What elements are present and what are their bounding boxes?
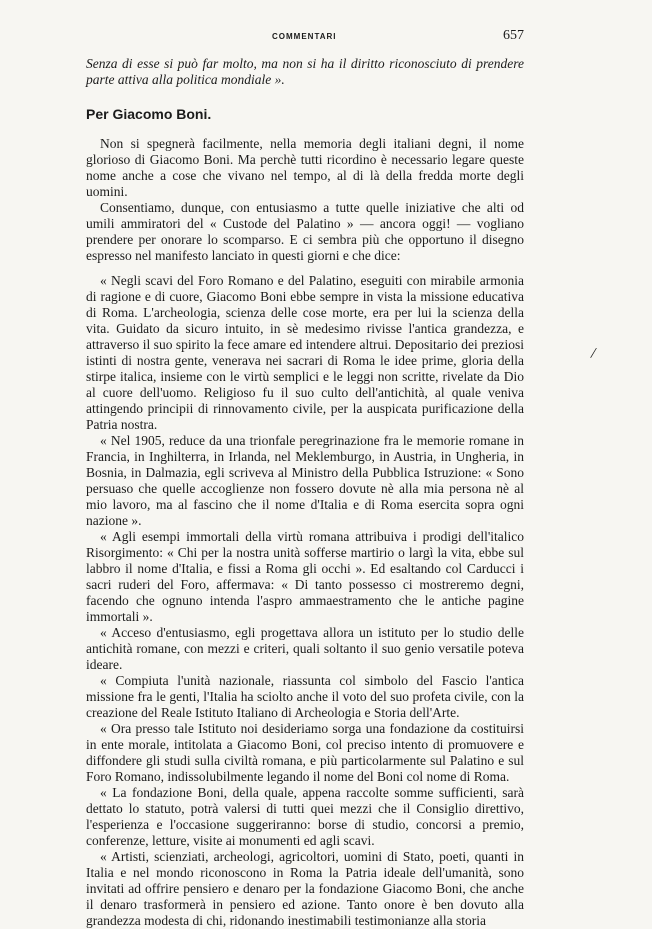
running-head bbox=[0, 30, 652, 46]
paragraph: « Artisti, scienziati, archeologi, agricoltori, uomini di Stato, poeti, quanti in Italia e nel mondo riconoscono in Roma la Patria ideale dell'umanità, sono invitati ad offrire pensiero e denaro per la fondazione Giacomo Boni, che anche il denaro trasformerà in pensiero ed azione. Tanto onore è ben dovuto alla grandezza modesta di chi, ridonando inestimabili testimonianze alla storia bbox=[86, 849, 524, 928]
paragraph: « Acceso d'entusiasmo, egli progettava allora un istituto per lo studio delle antichità romane, con mezzi e criteri, quali soltanto il suo genio versatile poteva ideare. bbox=[86, 625, 524, 672]
running-title: COMMENTARI bbox=[272, 32, 337, 41]
paragraph: « Agli esempi immortali della virtù romana attribuiva i prodigi dell'italico Risorgimento: « Chi per la nostra unità sofferse martirio o largì la vita, ebbe sul labbro il nome d'Italia, e fissi a Roma gli occhi ». Ed esaltando col Carducci i sacri ruderi del Foro, affermava: « Di tanto possesso ci mostreremo degni, facendo che ognuno intenda l'aspro ammaestramento che le antiche pagine immortali ». bbox=[86, 529, 524, 624]
paragraph: « Negli scavi del Foro Romano e del Palatino, eseguiti con mirabile armonia di ragione e di cuore, Giacomo Boni ebbe sempre in vista la missione educativa di Roma. L'archeologia, scienza delle cose morte, era per lui la scienza della vita. Guidato da sicuro intuito, in sè medesimo rivisse l'antica grandezza, e attraverso il suo spirito la fece amare ed intendere altrui. Depositario dei preziosi istinti di nostra gente, venerava nei sacrari di Roma le idee prime, gloria della stirpe italica, insieme con le virtù semplici e le leggi non scritte, rivelate da Dio al cuore dell'uomo. Religioso fu il suo culto dell'antichità, al quale veniva attingendo principii di rinnovamento civile, per la auspicata purificazione della Patria nostra. bbox=[86, 273, 524, 432]
paragraph: « Compiuta l'unità nazionale, riassunta col simbolo del Fascio l'antica missione fra le genti, l'Italia ha sciolto anche il voto del suo profeta civile, con la creazione del Reale Istituto Italiano di Archeologia e Storia dell'Arte. bbox=[86, 673, 524, 720]
paragraph: « Ora presso tale Istituto noi desideriamo sorga una fondazione da costituirsi in ente morale, intitolata a Giacomo Boni, col preciso intento di promuovere e diffondere gli studi sulla civiltà romana, e più particolarmente sul Palatino e sul Foro Romano, indissolubilmente legando il nome del Boni col nome di Roma. bbox=[86, 721, 524, 784]
paragraph: Consentiamo, dunque, con entusiasmo a tutte quelle iniziative che alti od umili ammiratori del « Custode del Palatino » — ancora oggi! — vogliano prendere per onorare lo scomparso. E ci sembra più che opportuno il disegno espresso nel manifesto lanciato in questi giorni e che dice: bbox=[86, 200, 524, 263]
intro-quote: Senza di esse si può far molto, ma non si ha il diritto riconosciuto di prendere parte attiva alla politica mondiale ». bbox=[86, 56, 524, 87]
paragraph: Non si spegnerà facilmente, nella memoria degli italiani degni, il nome glorioso di Giacomo Boni. Ma perchè tutti ricordino è necessario legare queste nome anche a cose che vivano nel tempo, al di là della fredda morte degli uomini. bbox=[86, 136, 524, 199]
section-heading: Per Giacomo Boni. bbox=[86, 106, 212, 122]
page-number: 657 bbox=[503, 28, 524, 43]
paragraph: « La fondazione Boni, della quale, appena raccolte somme sufficienti, sarà dettato lo statuto, potrà valersi di tutti quei mezzi che il Consiglio direttivo, l'esperienza e l'occasione suggeriranno: borse di studio, concorsi a premio, conferenze, letture, visite ai monumenti ed agli scavi. bbox=[86, 785, 524, 848]
margin-mark: / bbox=[589, 344, 598, 363]
paragraph: « Nel 1905, reduce da una trionfale peregrinazione fra le memorie romane in Francia, in Inghilterra, in Irlanda, nel Meklemburgo, in Austria, in Ungheria, in Bosnia, in Dalmazia, egli scriveva al Ministro della Pubblica Istruzione: « Sono persuaso che quelle accoglienze non fossero dovute nè alla mia persona nè al mio lavoro, ma al fascino che il nome d'Italia e di Roma esercita sopra ogni nazione ». bbox=[86, 433, 524, 528]
body-text bbox=[86, 56, 524, 929]
